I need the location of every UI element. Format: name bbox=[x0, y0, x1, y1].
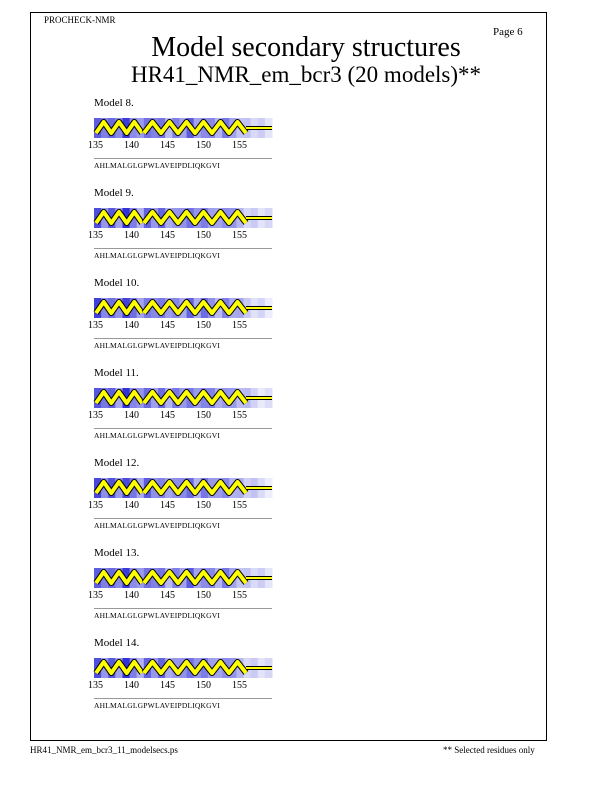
residue-axis bbox=[88, 410, 288, 422]
residue-tick-label: 145 bbox=[160, 320, 175, 331]
residue-axis bbox=[88, 590, 288, 602]
residue-sequence: AHLMALGLGPWLAVEIPDLIQKGVI bbox=[94, 251, 221, 260]
residue-axis bbox=[88, 680, 288, 692]
footer-note: ** Selected residues only bbox=[443, 745, 535, 755]
sequence-rule bbox=[94, 608, 272, 609]
residue-tick-label: 155 bbox=[232, 500, 247, 511]
model-label: Model 11. bbox=[94, 367, 139, 379]
model-block bbox=[88, 367, 288, 447]
residue-tick-label: 135 bbox=[88, 230, 103, 241]
residue-tick-label: 150 bbox=[196, 410, 211, 421]
residue-tick-label: 135 bbox=[88, 410, 103, 421]
residue-tick-label: 135 bbox=[88, 680, 103, 691]
residue-tick-label: 150 bbox=[196, 140, 211, 151]
model-block bbox=[88, 637, 288, 717]
residue-axis bbox=[88, 140, 288, 152]
model-label: Model 8. bbox=[94, 97, 134, 109]
model-block bbox=[88, 187, 288, 267]
secondary-structure-strip bbox=[94, 388, 272, 408]
residue-tick-label: 155 bbox=[232, 410, 247, 421]
residue-tick-label: 145 bbox=[160, 140, 175, 151]
residue-tick-label: 140 bbox=[124, 320, 139, 331]
residue-tick-label: 150 bbox=[196, 500, 211, 511]
residue-tick-label: 155 bbox=[232, 320, 247, 331]
sequence-rule bbox=[94, 428, 272, 429]
secondary-structure-strip bbox=[94, 118, 272, 138]
residue-tick-label: 155 bbox=[232, 140, 247, 151]
sequence-rule bbox=[94, 698, 272, 699]
sequence-rule bbox=[94, 248, 272, 249]
residue-tick-label: 155 bbox=[232, 680, 247, 691]
residue-tick-label: 150 bbox=[196, 230, 211, 241]
sequence-rule bbox=[94, 518, 272, 519]
page-subtitle: HR41_NMR_em_bcr3 (20 models)** bbox=[130, 62, 482, 87]
model-label: Model 9. bbox=[94, 187, 134, 199]
residue-tick-label: 150 bbox=[196, 320, 211, 331]
secondary-structure-strip bbox=[94, 568, 272, 588]
program-name: PROCHECK-NMR bbox=[44, 15, 116, 25]
model-label: Model 14. bbox=[94, 637, 140, 649]
page-number: Page 6 bbox=[493, 26, 523, 38]
residue-sequence: AHLMALGLGPWLAVEIPDLIQKGVI bbox=[94, 521, 221, 530]
residue-sequence: AHLMALGLGPWLAVEIPDLIQKGVI bbox=[94, 161, 221, 170]
residue-tick-label: 145 bbox=[160, 230, 175, 241]
model-label: Model 12. bbox=[94, 457, 140, 469]
residue-sequence: AHLMALGLGPWLAVEIPDLIQKGVI bbox=[94, 701, 221, 710]
model-label: Model 10. bbox=[94, 277, 140, 289]
model-block bbox=[88, 277, 288, 357]
model-label: Model 13. bbox=[94, 547, 140, 559]
model-block bbox=[88, 547, 288, 627]
residue-tick-label: 140 bbox=[124, 230, 139, 241]
residue-axis bbox=[88, 320, 288, 332]
footer-filename: HR41_NMR_em_bcr3_11_modelsecs.ps bbox=[30, 745, 178, 755]
residue-tick-label: 140 bbox=[124, 500, 139, 511]
residue-tick-label: 155 bbox=[232, 590, 247, 601]
sequence-rule bbox=[94, 158, 272, 159]
residue-tick-label: 145 bbox=[160, 500, 175, 511]
residue-tick-label: 140 bbox=[124, 680, 139, 691]
residue-tick-label: 140 bbox=[124, 140, 139, 151]
residue-axis bbox=[88, 230, 288, 242]
residue-sequence: AHLMALGLGPWLAVEIPDLIQKGVI bbox=[94, 341, 221, 350]
model-block bbox=[88, 97, 288, 177]
residue-tick-label: 140 bbox=[124, 410, 139, 421]
residue-tick-label: 140 bbox=[124, 590, 139, 601]
sequence-rule bbox=[94, 338, 272, 339]
residue-sequence: AHLMALGLGPWLAVEIPDLIQKGVI bbox=[94, 611, 221, 620]
residue-tick-label: 135 bbox=[88, 590, 103, 601]
secondary-structure-strip bbox=[94, 298, 272, 318]
residue-axis bbox=[88, 500, 288, 512]
secondary-structure-strip bbox=[94, 208, 272, 228]
residue-tick-label: 150 bbox=[196, 680, 211, 691]
model-block bbox=[88, 457, 288, 537]
residue-tick-label: 150 bbox=[196, 590, 211, 601]
secondary-structure-strip bbox=[94, 478, 272, 498]
residue-tick-label: 135 bbox=[88, 140, 103, 151]
residue-tick-label: 145 bbox=[160, 590, 175, 601]
residue-tick-label: 135 bbox=[88, 320, 103, 331]
secondary-structure-strip bbox=[94, 658, 272, 678]
residue-tick-label: 145 bbox=[160, 680, 175, 691]
residue-tick-label: 145 bbox=[160, 410, 175, 421]
residue-tick-label: 135 bbox=[88, 500, 103, 511]
residue-sequence: AHLMALGLGPWLAVEIPDLIQKGVI bbox=[94, 431, 221, 440]
page-title: Model secondary structures bbox=[151, 32, 461, 63]
residue-tick-label: 155 bbox=[232, 230, 247, 241]
